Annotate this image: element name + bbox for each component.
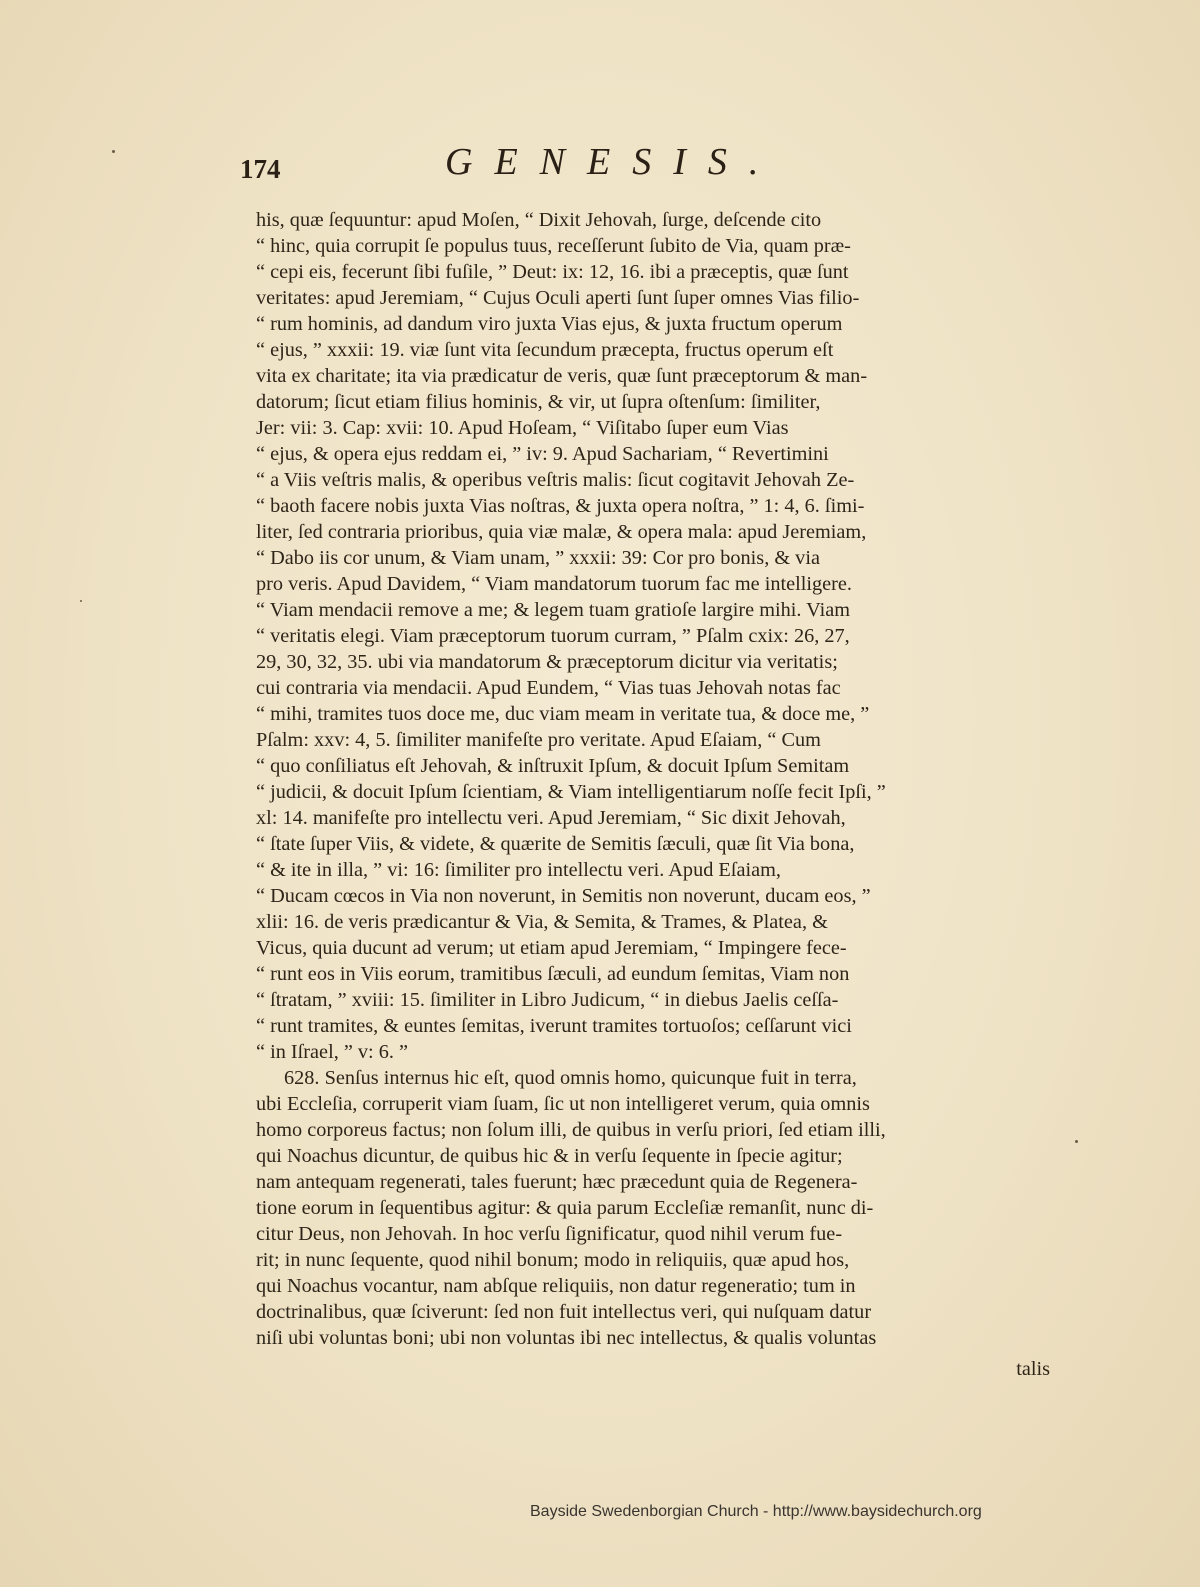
text-line: nam antequam regenerati, tales fuerunt; hæc præcedunt quia de Regenera- [256,1171,858,1193]
text-line: Vicus, quia ducunt ad verum; ut etiam apud Jeremiam, “ Impingere fece- [256,937,847,959]
catchword: talis [1016,1358,1050,1380]
text-line: “ quo conſiliatus eſt Jehovah, & inſtruxit Ipſum, & docuit Ipſum Semitam [256,755,850,777]
text-line: “ ſtate ſuper Viis, & videte, & quærite de Semitis ſæculi, quæ ſit Via bona, [256,833,855,855]
text-line: vita ex charitate; ita via prædicatur de veris, quæ ſunt præceptorum & man- [256,365,868,387]
text-line: “ Ducam cœcos in Via non noverunt, in Semitis non noverunt, ducam eos, ” [256,885,871,907]
text-line: “ baoth facere nobis juxta Vias noſtras, & juxta opera noſtra, ” 1: 4, 6. ſimi- [256,495,865,517]
page-number: 174 [240,154,281,184]
paper-speck [112,150,115,153]
paper-speck [80,600,82,602]
body-text [256,207,1048,1351]
text-line: “ veritatis elegi. Viam præceptorum tuorum curram, ” Pſalm cxix: 26, 27, [256,625,850,647]
text-line: “ ejus, ” xxxii: 19. viæ ſunt vita ſecundum præcepta, fructus operum eſt [256,339,834,361]
text-line: “ Dabo iis cor unum, & Viam unam, ” xxxii: 39: Cor pro bonis, & via [256,547,820,569]
text-line: “ & ite in illa, ” vi: 16: ſimiliter pro intellectu veri. Apud Eſaiam, [256,859,781,881]
text-line: niſi ubi voluntas boni; ubi non voluntas ibi nec intellectus, & qualis voluntas [256,1327,877,1349]
text-line: Jer: vii: 3. Cap: xvii: 10. Apud Hoſeam, “ Viſitabo ſuper eum Vias [256,417,789,439]
text-line: rit; in nunc ſequente, quod nihil bonum; modo in reliquiis, quæ apud hos, [256,1249,850,1271]
text-line: “ cepi eis, fecerunt ſibi fuſile, ” Deut: ix: 12, 16. ibi a præceptis, quæ ſunt [256,261,849,283]
text-line: xl: 14. manifeſte pro intellectu veri. Apud Jeremiam, “ Sic dixit Jehovah, [256,807,846,829]
text-line: xlii: 16. de veris prædicantur & Via, & Semita, & Trames, & Platea, & [256,911,828,933]
text-line: veritates: apud Jeremiam, “ Cujus Oculi aperti ſunt ſuper omnes Vias filio- [256,287,860,309]
text-line: “ runt eos in Viis eorum, tramitibus ſæculi, ad eundum ſemitas, Viam non [256,963,850,985]
text-line: liter, ſed contraria prioribus, quia viæ malæ, & opera mala: apud Jeremiam, [256,521,867,543]
text-line: “ ejus, & opera ejus reddam ei, ” iv: 9. Apud Sachariam, “ Revertimini [256,443,829,465]
footer-attribution: Bayside Swedenborgian Church - http://www.baysidechurch.org [530,1503,982,1520]
text-line: “ hinc, quia corrupit ſe populus tuus, receſſerunt ſubito de Via, quam præ- [256,235,851,257]
text-line: Pſalm: xxv: 4, 5. ſimiliter manifeſte pro veritate. Apud Eſaiam, “ Cum [256,729,821,751]
text-line: “ judicii, & docuit Ipſum ſcientiam, & Viam intelligentiarum noſſe fecit Ipſi, ” [256,781,886,803]
page-header [240,140,870,200]
running-title: GENESIS. [445,141,781,183]
text-line: 628. Senſus internus hic eſt, quod omnis homo, quicunque fuit in terra, [284,1067,857,1089]
text-line: “ ſtratam, ” xviii: 15. ſimiliter in Libro Judicum, “ in diebus Jaelis ceſſa- [256,989,839,1011]
text-line: ubi Eccleſia, corruperit viam ſuam, ſic ut non intelligeret verum, quia omnis [256,1093,870,1115]
text-line: “ mihi, tramites tuos doce me, duc viam meam in veritate tua, & doce me, ” [256,703,870,725]
paper-speck [1075,1140,1078,1143]
text-line: cui contraria via mendacii. Apud Eundem, “ Vias tuas Jehovah notas fac [256,677,841,699]
text-line: qui Noachus dicuntur, de quibus hic & in verſu ſequente in ſpecie agitur; [256,1145,843,1167]
text-line: doctrinalibus, quæ ſciverunt: ſed non fuit intellectus veri, qui nuſquam datur [256,1301,872,1323]
text-line: 29, 30, 32, 35. ubi via mandatorum & præceptorum dicitur via veritatis; [256,651,838,673]
text-line: pro veris. Apud Davidem, “ Viam mandatorum tuorum fac me intelligere. [256,573,852,595]
text-line: “ runt tramites, & euntes ſemitas, iverunt tramites tortuoſos; ceſſarunt vici [256,1015,852,1037]
text-line: “ rum hominis, ad dandum viro juxta Vias ejus, & juxta fructum operum [256,313,843,335]
text-line: datorum; ſicut etiam filius hominis, & vir, ut ſupra oſtenſum: ſimiliter, [256,391,821,413]
text-line: “ a Viis veſtris malis, & operibus veſtris malis: ſicut cogitavit Jehovah Ze- [256,469,855,491]
text-line: “ in Iſrael, ” v: 6. ” [256,1041,409,1063]
text-line: “ Viam mendacii remove a me; & legem tuam gratioſe largire mihi. Viam [256,599,850,621]
text-line: tione eorum in ſequentibus agitur: & quia parum Eccleſiæ remanſit, nunc di- [256,1197,874,1219]
text-line: his, quæ ſequuntur: apud Moſen, “ Dixit Jehovah, ſurge, deſcende cito [256,209,822,231]
text-line: qui Noachus vocantur, nam abſque reliquiis, non datur regeneratio; tum in [256,1275,856,1297]
text-line: homo corporeus factus; non ſolum illi, de quibus in verſu priori, ſed etiam illi, [256,1119,886,1141]
text-line: citur Deus, non Jehovah. In hoc verſu ſignificatur, quod nihil verum fue- [256,1223,843,1245]
